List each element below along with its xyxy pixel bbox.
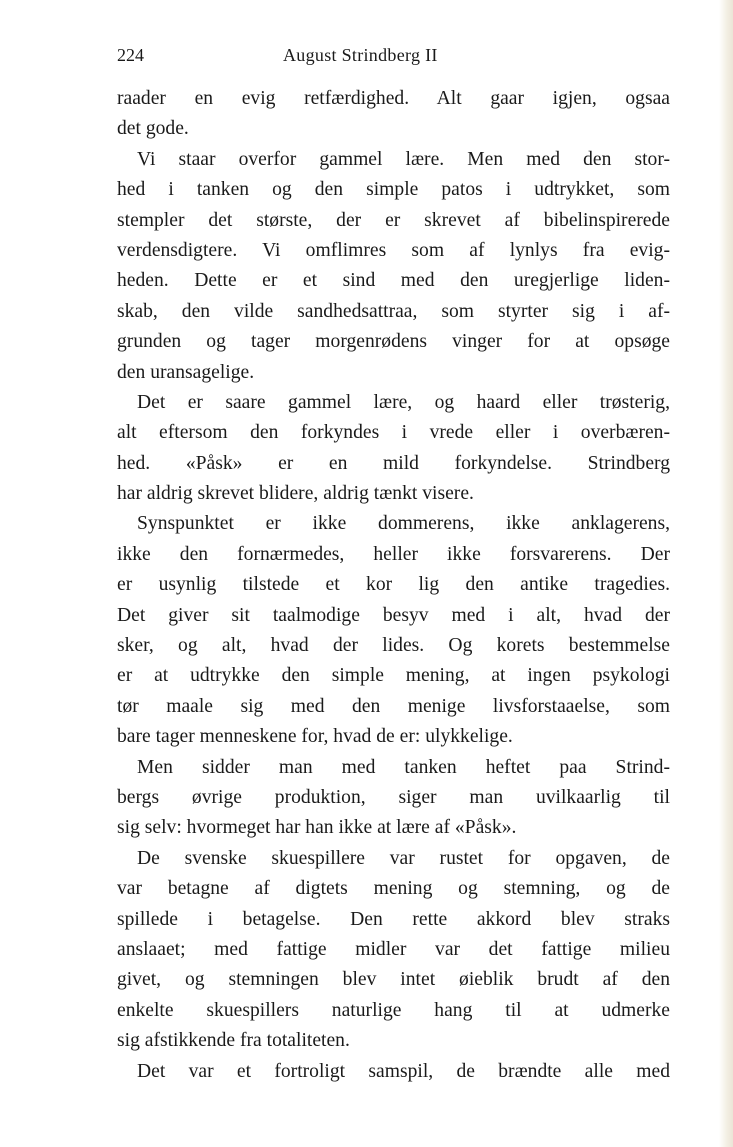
text-line: hed i tanken og den simple patos i udtrykket, som: [117, 179, 670, 201]
body-text: [117, 84, 670, 1087]
paragraph-start-line: Men sidder man med tanken heftet paa Strind-: [137, 756, 670, 778]
text-line: bergs øvrige produktion, siger man uvilkaarlig til: [117, 786, 670, 808]
paragraph-start-line: Det er saare gammel lære, og haard eller trøsterig,: [137, 391, 670, 413]
text-line: sig selv: hvormeget har han ikke at lære af «Påsk».: [117, 817, 517, 839]
text-line: bare tager menneskene for, hvad de er: ulykkelige.: [117, 726, 513, 748]
text-line: det gode.: [117, 118, 189, 140]
text-line: skab, den vilde sandhedsattraa, som styrter sig i af-: [117, 300, 670, 322]
page-number: 224: [117, 45, 144, 65]
text-line: anslaaet; med fattige midler var det fattige milieu: [117, 938, 670, 960]
text-line: enkelte skuespillers naturlige hang til at udmerke: [117, 999, 670, 1021]
text-line: sker, og alt, hvad der lides. Og korets bestemmelse: [117, 635, 670, 657]
text-line: alt eftersom den forkyndes i vrede eller i overbæren-: [117, 422, 670, 444]
text-line: er at udtrykke den simple mening, at ingen psykologi: [117, 665, 670, 687]
text-line: verdensdigtere. Vi omflimres som af lynlys fra evig-: [117, 239, 670, 261]
text-line: er usynlig tilstede et kor lig den antike tragedies.: [117, 574, 670, 596]
text-line: har aldrig skrevet blidere, aldrig tænkt visere.: [117, 483, 474, 505]
text-line: grunden og tager morgenrødens vinger for at opsøge: [117, 331, 670, 353]
paragraph-start-line: De svenske skuespillere var rustet for opgaven, de: [137, 847, 670, 869]
running-head: August Strindberg II: [283, 45, 438, 65]
text-line: sig afstikkende fra totaliteten.: [117, 1030, 350, 1052]
page-edge-shadow: [719, 0, 733, 1147]
page-header: [117, 45, 672, 69]
text-line: stempler det største, der er skrevet af bibelinspirerede: [117, 209, 670, 231]
paragraph-start-line: Synspunktet er ikke dommerens, ikke anklagerens,: [137, 513, 670, 535]
text-line: heden. Dette er et sind med den uregjerlige liden-: [117, 270, 670, 292]
text-line: spillede i betagelse. Den rette akkord blev straks: [117, 908, 670, 930]
paragraph-start-line: Vi staar overfor gammel lære. Men med den stor-: [137, 148, 670, 170]
text-line: var betagne af digtets mening og stemning, og de: [117, 878, 670, 900]
text-line: ikke den fornærmedes, heller ikke forsvarerens. Der: [117, 543, 670, 565]
text-line: hed. «Påsk» er en mild forkyndelse. Strindberg: [117, 452, 670, 474]
text-line: tør maale sig med den menige livsforstaaelse, som: [117, 695, 670, 717]
text-line: den uransagelige.: [117, 361, 255, 383]
paragraph-start-line: Det var et fortroligt samspil, de brændte alle med: [137, 1060, 670, 1082]
text-line: givet, og stemningen blev intet øieblik brudt af den: [117, 969, 670, 991]
text-line: raader en evig retfærdighed. Alt gaar igjen, ogsaa: [117, 88, 670, 109]
text-line: Det giver sit taalmodige besyv med i alt, hvad der: [117, 604, 670, 626]
